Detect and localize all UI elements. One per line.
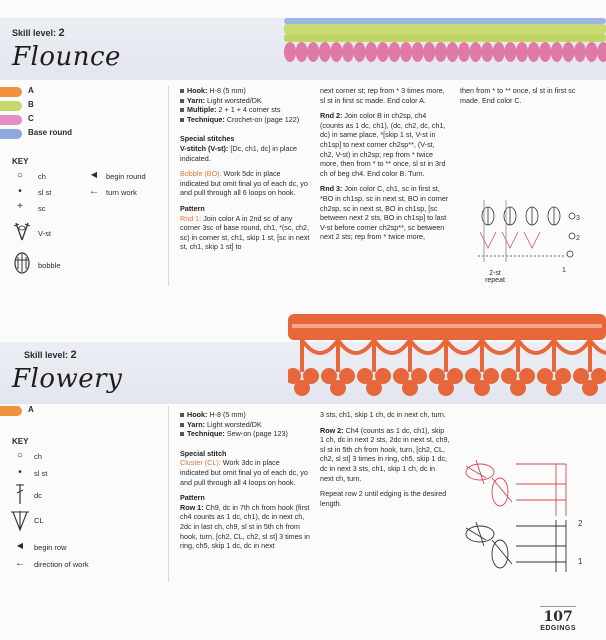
swatch-a-label: A: [28, 86, 34, 95]
sc-symbol-icon: +: [17, 201, 23, 212]
key-label-begin-round: begin round: [106, 172, 146, 181]
pattern-heading-2: Pattern: [180, 493, 205, 503]
ch-symbol-icon: ○: [16, 170, 24, 181]
bobble-bump: [493, 42, 505, 62]
bobble-bump: [388, 42, 400, 62]
instructions-col2-flowery: 3 sts, ch1, skip 1 ch, dc in next ch, turn. Row 2: Ch4 (counts as 1 dc, ch1), skip 1 ch, dc in next 2 sts, 2dc in next st, ch9, sl st in 5th ch from hook, turn, [ch2, CL, ch2, sl st] 3 times in ring, ch5, skip 1 dc, dc in next 3 sts, ch1, skip 1 ch, dc in next ch, turn. Repeat row 2 until edging is the desired length.: [320, 410, 450, 508]
bobble-bump: [597, 42, 606, 62]
flowery-stitch-diagram: [456, 456, 596, 576]
key2-label-dc: dc: [34, 491, 42, 500]
bobble-bump: [354, 42, 366, 62]
key2-label-ch: ch: [34, 452, 42, 461]
swatch-b: [0, 101, 22, 111]
bobble-bump: [365, 42, 377, 62]
swatch-c: [0, 115, 22, 125]
ch-symbol-icon-2: ○: [16, 450, 24, 461]
bobble-bump: [377, 42, 389, 62]
instructions-col2-flounce: next corner st; rep from * 3 times more, sl st in first sc made. End color A. Rnd 2: Join color B in ch2sp, ch4 (counts as 1 dc, ch1), (dc, ch2, dc, ch1, dc) in same place, *[skip 1 st, V-st in ch1sp] to next corner ch2sp**, (V-st, ch2, V-st) in ch2sp; rep from * twice more, then from * to ** once, sl st in 3rd ch of beg ch4. End color B. Turn. Rnd 3: Join color C, ch1, sc in first st, *BO in ch1sp, sc in next st, BO in corner ch2sp, sc in next st, BO in ch1sp, [sc between next 2 sts, BO in ch1sp] to last V-st before corner ch2sp**, sc between next 2 sts; rep from * twice more,: [320, 86, 449, 242]
special-stitches-heading: Special stitches: [180, 134, 235, 144]
page-footer: [540, 606, 576, 632]
bobble-bump: [446, 42, 458, 62]
key-label-sl-st: sl st: [38, 188, 52, 197]
skill-level-label-2: Skill level: 2: [24, 349, 77, 361]
flounce-edging-photo: [284, 14, 606, 64]
special-stitch-heading: Special stitch: [180, 448, 227, 458]
section-name: EDGINGS: [540, 625, 576, 632]
pattern-heading: Pattern: [180, 203, 205, 213]
bobble-bump: [528, 42, 540, 62]
bobble-bump: [481, 42, 493, 62]
instructions-col3-flounce: then from * to ** once, sl st in first sc made. End color C.: [460, 86, 576, 105]
multiple-line: Multiple: 2 + 1 + 4 corner sts: [180, 105, 310, 115]
technique-line-2: Technique: Sew-on (page 123): [180, 429, 310, 439]
diagram-row-1: 1: [562, 267, 566, 274]
hook-line-2: Hook: H-8 (5 mm): [180, 410, 310, 420]
bobble-bump: [470, 42, 482, 62]
swatch-b-label: B: [28, 100, 34, 109]
bobble-bump: [551, 42, 563, 62]
technique-line: Technique: Crochet-on (page 122): [180, 115, 310, 125]
key2-label-direction: direction of work: [34, 560, 89, 569]
swatch-a-flowery-label: A: [28, 405, 34, 414]
bobble-bump: [504, 42, 516, 62]
bobble-symbol-icon: [12, 251, 32, 275]
bobble-bump: [516, 42, 528, 62]
swatch-c-label: C: [28, 114, 34, 123]
key-heading-2: KEY: [12, 437, 29, 446]
dc-symbol-icon: [14, 482, 26, 506]
diagram-row-3: 3: [576, 215, 580, 222]
key-label-sc: sc: [38, 204, 46, 213]
flowery-edging-photo: [288, 310, 606, 406]
swatch-base-round: [0, 129, 22, 139]
bobble-bump: [562, 42, 574, 62]
pattern-title-flowery: Flowery: [12, 364, 123, 394]
bobble-bump: [435, 42, 447, 62]
sl-st-symbol-icon: •: [18, 186, 22, 197]
bobble-bump: [307, 42, 319, 62]
key-label-turn-work: turn work: [106, 188, 137, 197]
sl-st-symbol-icon-2: •: [18, 467, 22, 478]
bobble-bump: [539, 42, 551, 62]
bobble-bump: [284, 42, 296, 62]
diagram-row-2: 2: [576, 235, 580, 242]
key-label-v-st: V-st: [38, 229, 51, 238]
swatch-a-flowery: [0, 406, 22, 416]
bobble-bump: [412, 42, 424, 62]
yarn-line: Yarn: Light worsted/DK: [180, 96, 310, 106]
instructions-col1-flounce: Hook: H-8 (5 mm) Yarn: Light worsted/DK Multiple: 2 + 1 + 4 corner sts Technique: Crochet-on (page 122) Special stitches V-stitch (V-st): [Dc, ch1, dc] in place indicated. Bobble (BO): Work 5dc in place indicated but omit final yo of each dc, yo and pull through all 6 loops on hook. Pattern Rnd 1: Join color A in 2nd sc of any corner 3sc of base round, ch1, *(sc, ch2, sc) in corner st, ch1, skip 1 st, [sc in next st, ch1, skip 1 st] to: [180, 86, 310, 252]
instructions-col1-flowery: Hook: H-8 (5 mm) Yarn: Light worsted/DK Technique: Sew-on (page 123) Special stitch Cluster (CL): Work 3dc in place indicated but omit final yo of each dc, yo and pull through all 4 loops on hook. Pattern Row 1: Ch9, dc in 7th ch from hook (first ch4 counts as 1 dc, ch1), dc in next ch, 2dc in last ch, ch9, sl st in 5th ch from hook, turn, [ch2, CL, ch2, sl st] 3 times in ring, ch5, skip 1 dc, dc in next: [180, 410, 310, 551]
bobble-bump: [319, 42, 331, 62]
bobble-bump: [574, 42, 586, 62]
bobble-bump: [586, 42, 598, 62]
v-stitch-symbol-icon: [12, 220, 32, 242]
pattern-title-flounce: Flounce: [12, 42, 121, 72]
key-label-ch: ch: [38, 172, 46, 181]
swatch-base-round-label: Base round: [28, 128, 73, 137]
key2-label-sl-st: sl st: [34, 469, 48, 478]
bobble-bump: [342, 42, 354, 62]
yarn-line-2: Yarn: Light worsted/DK: [180, 420, 310, 430]
direction-of-work-arrow-icon: ←: [15, 558, 25, 569]
bobble-bump: [400, 42, 412, 62]
diagram2-row-1: 1: [578, 557, 583, 566]
page-number: 107: [540, 606, 576, 625]
key2-label-cl: CL: [34, 516, 44, 525]
skill-level-label: Skill level: 2: [12, 27, 65, 39]
flower-motif: [573, 338, 606, 396]
cluster-symbol-icon: [10, 508, 30, 532]
key2-label-begin-row: begin row: [34, 543, 67, 552]
swatch-a: [0, 87, 22, 97]
begin-row-arrow-icon: ◀: [16, 541, 24, 550]
key-heading: KEY: [12, 157, 29, 166]
diagram-repeat-label: 2-st repeat: [485, 270, 505, 284]
bobble-bump: [296, 42, 308, 62]
hook-line: Hook: H-8 (5 mm): [180, 86, 310, 96]
bobble-bump: [330, 42, 342, 62]
begin-round-arrow-icon: ◀: [90, 170, 98, 179]
bobble-bump: [423, 42, 435, 62]
column-divider-2: [168, 406, 169, 582]
diagram2-row-2: 2: [578, 519, 583, 528]
bobble-bump: [458, 42, 470, 62]
column-divider: [168, 86, 169, 286]
turn-work-arrow-icon: ←: [89, 186, 99, 197]
key-label-bobble: bobble: [38, 261, 61, 270]
